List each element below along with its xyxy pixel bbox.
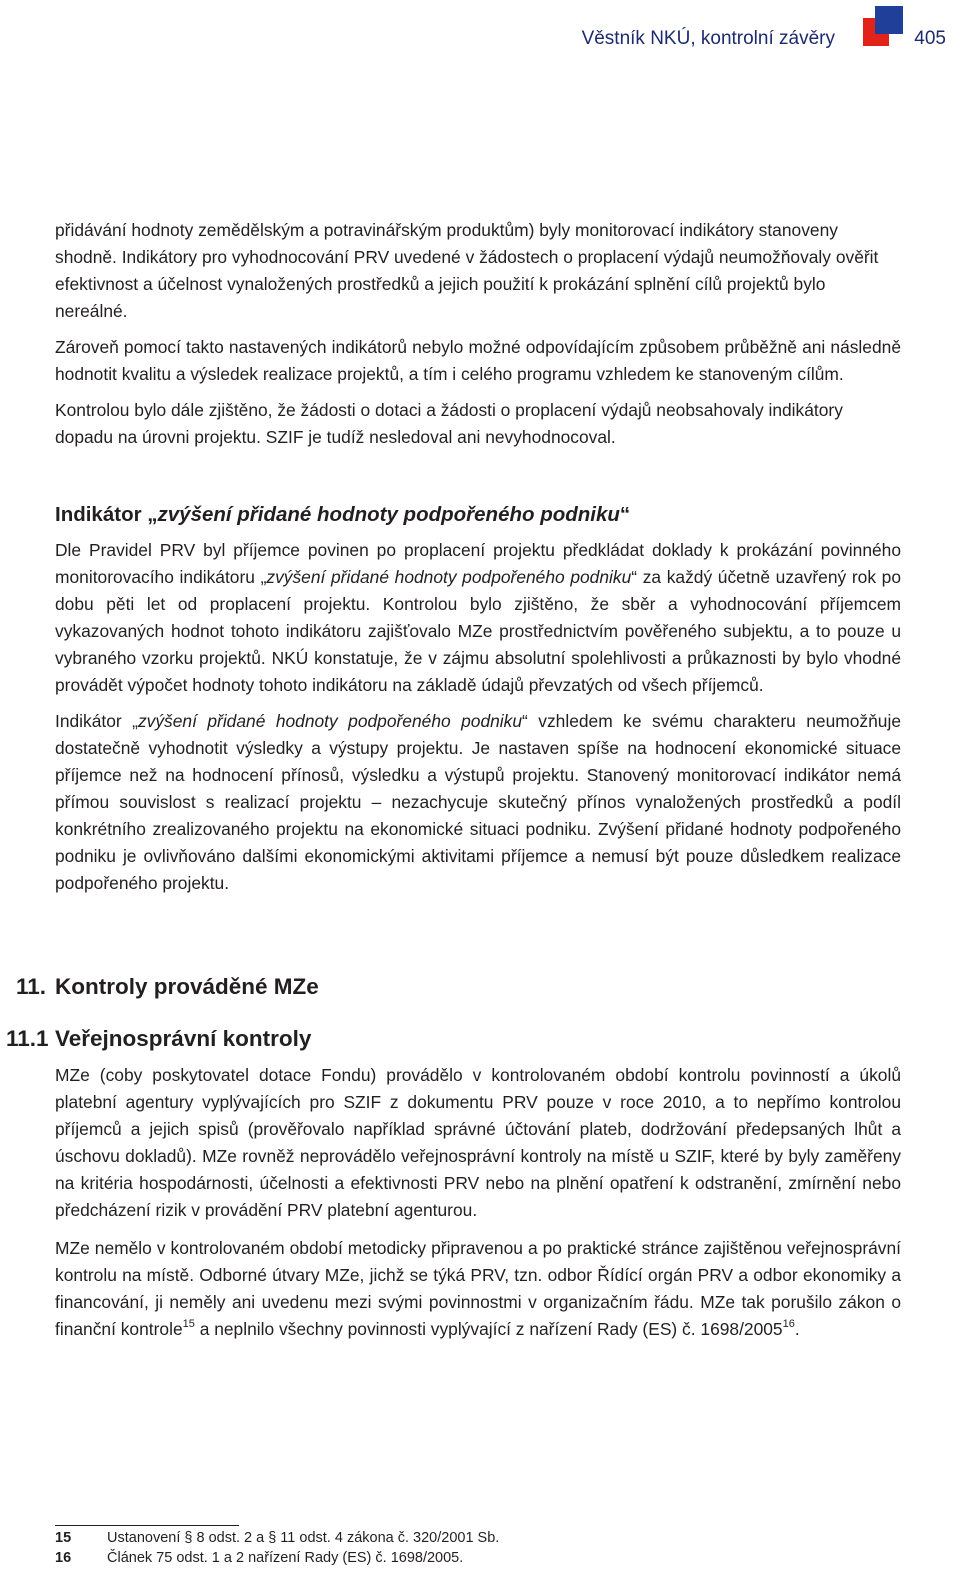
body-block-section-11-1	[55, 1062, 901, 1343]
paragraph-mze-control: MZe (coby poskytovatel dotace Fondu) provádělo v kontrolovaném období kontrolu povinností a úkolů platební agentury vyplývajících pro SZIF z dokumentu PRV pouze v roce 2010, a to nepřímo kontrolou příjemců a jejich spisů (prověřovalo například správné účtování plateb, dodržování předepsaných lhůt a úschovu dokladů). MZe rovněž neprovádělo veřejnosprávní kontroly na místě u SZIF, které by byly zaměřeny na kritéria hospodárnosti, účelnosti a efektivnosti PRV nebo na plnění opatření k odstranění, zmírnění nebo předcházení rizik v provádění PRV platební agenturou.	[55, 1065, 901, 1220]
section-11-number: 11.	[16, 974, 47, 999]
footnote-divider	[55, 1525, 239, 1526]
section-11-1-number: 11.1	[6, 1026, 49, 1051]
paragraph-continuation: přidávání hodnoty zemědělským a potravinářským produktům) byly monitorovací indikátory stanoveny shodně. Indikátory pro vyhodnocování PRV uvedené v žádostech o proplacení výdajů neumožňovaly ověřit efektivnost a účelnost vynaložených prostředků a jejich použití k prokázání splnění cílů projektů bylo nereálné.	[55, 220, 879, 321]
body-block-indicator	[55, 537, 901, 897]
section-11-title: Kontroly prováděné MZe	[55, 974, 319, 999]
footnote-16: 16 Článek 75 odst. 1 a 2 nařízení Rady (ES) č. 1698/2005.	[55, 1550, 464, 1566]
indicator-name-italic: zvýšení přidané hodnoty podpořeného podniku	[157, 503, 620, 526]
logo-blue-square	[875, 6, 903, 34]
footnote-15: 15 Ustanovení § 8 odst. 2 a § 11 odst. 4 zákona č. 320/2001 Sb.	[55, 1530, 500, 1546]
paragraph-impact-indicators: Kontrolou bylo dále zjištěno, že žádosti o dotaci a žádosti o proplacení výdajů neobsahovaly indikátory dopadu na úrovni projektu. SZIF je tudíž nesledoval ani nevyhodnocoval.	[55, 400, 843, 447]
indicator-subheading: Indikátor „zvýšení přidané hodnoty podpořeného podniku“	[55, 503, 631, 526]
paragraph-indicator-character: Indikátor „zvýšení přidané hodnoty podpořeného podniku“ vzhledem ke svému charakteru neumožňuje dostatečně vyhodnotit výsledky a výstupy projektu. Je nastaven spíše na hodnocení ekonomické situace příjemce než na hodnocení přínosů, výsledku a výstupů projektu. Stanovený monitorovací indikátor nemá přímou souvislost s realizací projektu – nezachycuje skutečný přínos vynaložených prostředků a podíl konkrétního zrealizovaného projektu na ekonomické situaci podniku. Zvýšení přidané hodnoty podpořeného podniku je ovlivňováno dalšími ekonomickými aktivitami příjemce a nemusí být pouze důsledkem realizace podpořeného projektu.	[55, 711, 901, 893]
footnote-ref-16[interactable]: 16	[782, 1318, 795, 1331]
page-number: 405	[914, 28, 946, 49]
nku-logo-icon	[863, 6, 903, 46]
section-11-1-title: Veřejnosprávní kontroly	[55, 1026, 312, 1051]
paragraph-mze-methodology: MZe nemělo v kontrolovaném období metodicky připravenou a po praktické stránce zajištěnou veřejnosprávní kontrolu na místě. Odborné útvary MZe, jichž se týká PRV, tzn. odbor Řídící orgán PRV a odbor ekonomiky a financování, ji neměly ani uvedenu mezi svými povinnostmi v organizačním řádu. MZe tak porušilo zákon o finanční kontrole$^{15}$ a neplnilo všechny povinnosti vyplývající z nařízení Rady (ES) č. 1698/2005$^{16}$.	[55, 1238, 901, 1339]
paragraph-indicator-rules: Dle Pravidel PRV byl příjemce povinen po proplacení projektu předkládat doklady k prokázání povinného monitorovacího indikátoru „zvýšení přidané hodnoty podpořeného podniku“ za každý účetně uzavřený rok po dobu pěti let od proplacení projektu. Kontrolou bylo zjištěno, že sběr a vyhodnocování příjemcem vykazovaných hodnot tohoto indikátoru zajišťovalo MZe prostřednictvím pověřeného subjektu, a to pouze u vybraného vzorku projektů. NKÚ konstatuje, že v zájmu absolutní spolehlivosti a průkaznosti by bylo vhodné provádět výpočet hodnoty tohoto indikátoru na základě údajů převzatých od všech příjemců.	[55, 540, 901, 695]
footnote-ref-15[interactable]: 15	[182, 1318, 195, 1331]
running-header-title: Věstník NKÚ, kontrolní závěry	[581, 28, 835, 49]
body-block-top	[55, 217, 901, 451]
paragraph-progress-evaluation: Zároveň pomocí takto nastavených indikátorů nebylo možné odpovídajícím způsobem průběžně ani následně hodnotit kvalitu a výsledek realizace projektů, a tím i celého programu vzhledem ke stanoveným cílům.	[55, 337, 901, 384]
